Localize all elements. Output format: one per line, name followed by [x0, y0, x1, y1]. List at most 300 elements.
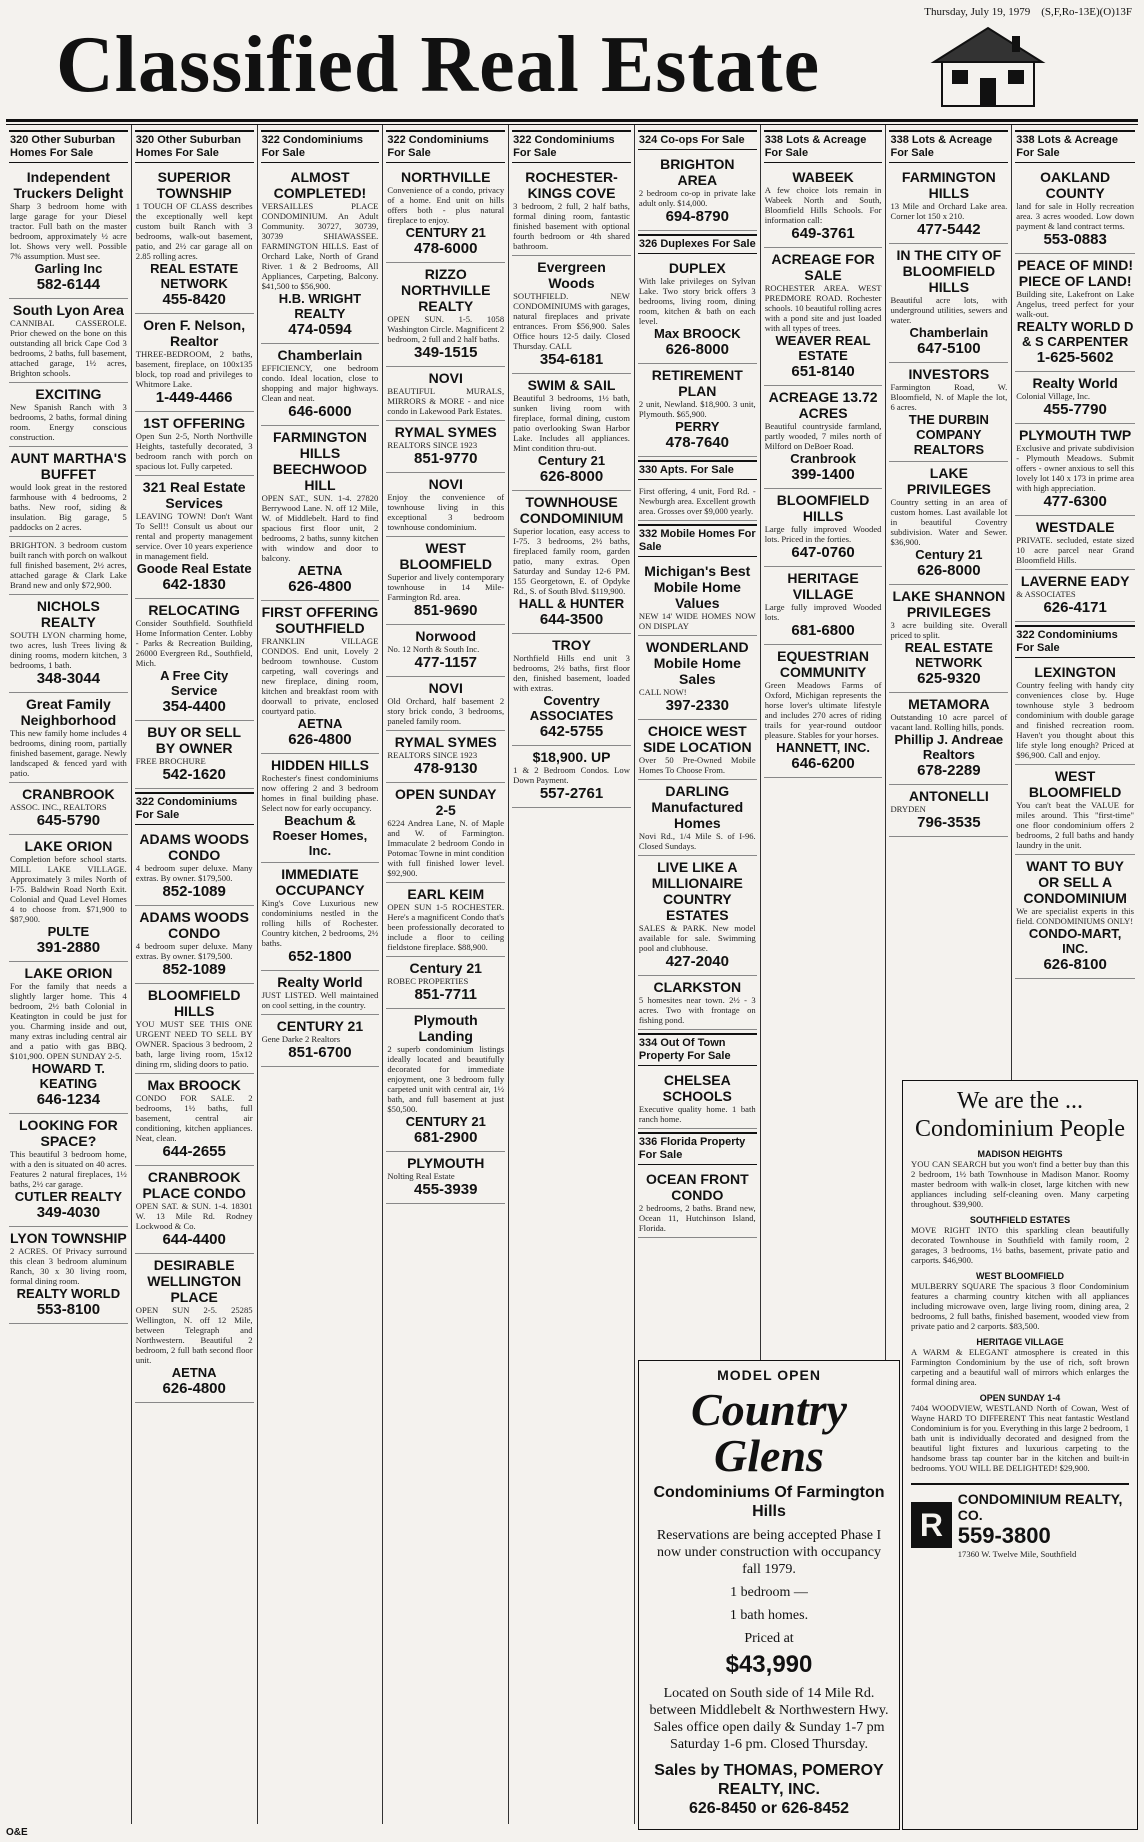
classified-ad — [386, 731, 505, 783]
classified-ad — [386, 957, 505, 1009]
ad-body: ROCHESTER AREA. WEST PREDMORE ROAD. Rochester schools. 10 beautiful rolling acres with a pond site and just loaded with all types of trees. — [764, 283, 882, 333]
ad-body: Beautiful 3 bedrooms, 1½ bath, sunken living room with fireplace, formal dining, custom patio overlooking Swan Harbor Lake. Includes all appliances. Mint condition thru-out. — [513, 393, 630, 453]
ad-headline: DESIRABLE WELLINGTON PLACE — [147, 1257, 242, 1305]
ad-headline: LYON TOWNSHIP — [10, 1230, 127, 1246]
classified-ad — [1015, 166, 1135, 254]
ad-body: BRIGHTON. 3 bedroom custom built ranch with porch on walkout full finished basement, 2½ acres, attached garage & Clark Lake Brand new and only $72,900. — [10, 540, 127, 590]
section-heading: 322 Condominiums For Sale — [386, 130, 505, 163]
section-heading: 332 Mobile Homes For Sale — [638, 524, 757, 557]
ad-headline: CHELSEA SCHOOLS — [662, 1072, 732, 1104]
ad-phone: 399-1400 — [791, 466, 855, 483]
ad-headline: 1ST OFFERING — [143, 415, 246, 431]
ad-firm: AETNA — [297, 716, 343, 731]
ad-headline: RYMAL SYMES — [394, 734, 497, 750]
ad-firm: Century 21 — [537, 453, 606, 468]
ad-body: YOU MUST SEE THIS ONE URGENT NEED TO SELL BY OWNER. Spacious 3 bedroom, 2 bath, large living room, 15x12 dining rm, sliding doors to patio. — [135, 1019, 253, 1069]
ad-headline: Century 21 — [409, 960, 482, 976]
ad-phone: 852-1089 — [162, 883, 226, 900]
ad-body: We are specialist experts in this field. CONDOMINIUMS ONLY! — [1016, 906, 1135, 926]
ad-phone: 397-2330 — [665, 697, 729, 714]
ad-headline: Independent Truckers Delight — [13, 169, 124, 201]
ad-firm: REAL ESTATE NETWORK — [150, 261, 239, 291]
country-glens-sales: Sales by THOMAS, POMEROY REALTY, INC. — [654, 1762, 884, 1798]
dateline — [924, 6, 1132, 18]
classified-ad — [9, 447, 128, 537]
ad-body: Building site, Lakefront on Lake Angelus, treed perfect for your walk-out. — [1016, 289, 1135, 319]
ad-body: 2 bedroom co-op in private lake adult only. $14,000. — [638, 188, 756, 208]
ad-body: 2 superb condominium listings ideally located and beautifully decorated for immediate enjoyment, one 3 bedroom fully carpeted unit with central air, 1½ bath, and full basement at just $50,500. — [387, 1044, 505, 1114]
ad-headline: PLYMOUTH TWP — [1019, 427, 1132, 443]
classified-ad — [512, 491, 631, 634]
model-open-label: MODEL OPEN — [717, 1367, 821, 1383]
condo-people-headline: We are the ... Condominium People — [915, 1088, 1125, 1142]
classified-ad — [512, 746, 631, 808]
ad-headline: SWIM & SAIL — [527, 377, 616, 393]
ad-headline: LAKE SHANNON PRIVILEGES — [892, 588, 1006, 620]
ad-body: REALTORS SINCE 1923 — [387, 750, 478, 760]
section-heading: 322 Condominiums For Sale — [261, 130, 380, 163]
ad-phone: 851-9690 — [414, 602, 478, 619]
ad-body: FREE BROCHURE — [135, 756, 206, 766]
classified-ad — [135, 476, 254, 599]
ad-body: Superior and lively contemporary townhouse in 14 Mile-Farmington Rd. area. — [387, 572, 505, 602]
ad-headline: Chamberlain — [277, 347, 363, 363]
ad-firm: Chamberlain — [909, 325, 989, 340]
ad-phone: 626-4800 — [162, 1380, 226, 1397]
ad-phone: 474-0594 — [288, 321, 352, 338]
ad-phone: 349-4030 — [36, 1204, 101, 1221]
classified-ad — [1015, 254, 1135, 372]
ad-phone: 645-5790 — [36, 812, 101, 829]
ad-body: 5 homesites near town. 2½ - 3 acres. Two with frontage on fishing pond. — [638, 995, 756, 1025]
ad-phone: 646-1234 — [36, 1091, 101, 1108]
classified-ad — [638, 976, 757, 1030]
classified-ad — [764, 248, 883, 386]
classified-ad — [1015, 855, 1135, 979]
classified-ad — [512, 256, 631, 374]
ad-headline: WANT TO BUY OR SELL A CONDOMINIUM — [1023, 858, 1127, 906]
ad-headline: BLOOMFIELD HILLS — [776, 492, 870, 524]
classified-ad — [386, 367, 505, 421]
classified-ad — [261, 344, 380, 426]
ad-headline: CENTURY 21 — [276, 1018, 364, 1034]
condo-sub-5: OPEN SUNDAY 1-4 — [979, 1393, 1061, 1403]
ad-phone: 644-2655 — [162, 1143, 226, 1160]
classified-ad — [889, 363, 1008, 462]
ad-headline: Norwood — [415, 628, 477, 644]
ad-headline: Oren F. Nelson, Realtor — [143, 317, 246, 349]
ad-phone: 796-3535 — [917, 814, 981, 831]
country-glens-price: $43,990 — [725, 1651, 813, 1678]
ad-firm: THE DURBIN COMPANY REALTORS — [908, 412, 989, 457]
classified-column — [132, 125, 258, 1824]
condo-body-1: YOU CAN SEARCH but you won't find a better buy than this 2 bedroom, 1½ bath Townhouse in Madison Manor. Roomy master bedroom with walk-in closet, large kitchen with new appliances including self-cleaning oven. Many carpeting throughout. $39,900. — [911, 1159, 1129, 1209]
classified-ad — [889, 785, 1008, 837]
classified-ad — [386, 537, 505, 625]
ad-headline: NORTHVILLE — [401, 169, 491, 185]
ad-phone: 1-449-4466 — [155, 389, 233, 406]
page-title: Classified Real Estate — [56, 21, 821, 109]
ad-phone: 455-7790 — [1043, 401, 1107, 418]
classified-ad — [386, 1152, 505, 1204]
ad-body: OPEN SAT., SUN. 1-4. 27820 Berrywood Lane. N. off 12 Mile, W. of Middlebelt. Hard to find spacious first floor unit, 2 bedrooms, 2 baths, sunny kitchen with window and door to balcony. — [261, 493, 379, 563]
ad-phone: 478-6000 — [414, 240, 478, 257]
ad-phone: 348-3044 — [36, 670, 101, 687]
ad-phone: 455-8420 — [162, 291, 226, 308]
classified-ad — [135, 1074, 254, 1166]
classified-ad — [386, 421, 505, 473]
classified-ad — [135, 828, 254, 906]
section-heading: 338 Lots & Acreage For Sale — [889, 130, 1008, 163]
ad-body: 1 & 2 Bedroom Condos. Low Down Payment. — [513, 765, 630, 785]
ad-phone: 391-2880 — [36, 939, 101, 956]
ad-body: Outstanding 10 acre parcel of vacant land. Rolling hills, ponds. — [890, 712, 1008, 732]
ad-firm: Beachum & Roeser Homes, Inc. — [272, 813, 368, 858]
ad-firm: H.B. WRIGHT REALTY — [278, 291, 362, 321]
classified-ad — [9, 1227, 128, 1324]
classified-ad — [764, 166, 883, 248]
ad-firm: AETNA — [171, 1365, 217, 1380]
ad-body: REALTORS SINCE 1923 — [387, 440, 478, 450]
ad-body: You can't beat the VALUE for miles around. This "first-time" one floor condominium offers 2 bedrooms, 2 full baths and handy laundry in the unit. — [1016, 800, 1135, 850]
ad-phone: 1-625-5602 — [1036, 349, 1114, 366]
ad-firm: Goode Real Estate — [136, 561, 252, 576]
ad-phone: 646-6200 — [791, 755, 855, 772]
ad-body: This beautiful 3 bedroom home, with a den is situated on 40 acres. Features 2 natural fireplaces, 1½ baths, 2½ car garage. — [10, 1149, 127, 1189]
ad-body: Convenience of a condo, privacy of a home. End unit on hills offers both - plus natural fireplace to enjoy. — [387, 185, 505, 225]
ad-phone: 694-8790 — [665, 208, 729, 225]
ad-firm: HALL & HUNTER — [518, 596, 625, 611]
ad-phone: 642-5755 — [539, 723, 604, 740]
classified-ad — [261, 863, 380, 971]
classified-ad — [764, 489, 883, 567]
ad-body: ASSOC. INC., REALTORS — [10, 802, 107, 812]
ad-body: would look great in the restored farmhouse with 4 bedrooms, 2 baths. New roof, siding & insulation. Big garage, 5 paddocks on 2 acres. — [10, 482, 127, 532]
ad-headline: ROCHESTER-KINGS COVE — [525, 169, 618, 201]
ad-headline: LAKE PRIVILEGES — [906, 465, 991, 497]
ad-phone: 852-1089 — [162, 961, 226, 978]
ad-headline: AUNT MARTHA'S BUFFET — [10, 450, 127, 482]
classified-ad — [512, 166, 631, 256]
ad-phone: 553-8100 — [36, 1301, 101, 1318]
classified-ad — [261, 426, 380, 601]
classified-column — [258, 125, 384, 1824]
ad-headline: ADAMS WOODS CONDO — [139, 909, 249, 941]
ad-headline: South Lyon Area — [12, 302, 124, 318]
section-heading: 338 Lots & Acreage For Sale — [1015, 130, 1135, 163]
ad-body: Novi Rd., 1/4 Mile S. of I-96. Closed Sundays. — [638, 831, 756, 851]
condo-realty-logo-row — [911, 1483, 1129, 1559]
ad-headline: RELOCATING — [148, 602, 240, 618]
ad-phone: 851-7711 — [414, 986, 478, 1003]
classified-ad — [764, 567, 883, 645]
ad-headline: NOVI — [428, 476, 463, 492]
ad-headline: INVESTORS — [908, 366, 990, 382]
ad-headline: Great Family Neighborhood — [20, 696, 117, 728]
classified-ad — [386, 473, 505, 537]
ad-body: Superior location, easy access to I-75. 3 bedrooms, 2½ baths, fireplaced family room, garden patio, many extras. Open Saturday and Sunday 12-6 PM. 155 Georgetown, E. of Opdyke Rd., S. of South Blvd. $119,900. — [513, 526, 630, 596]
ad-body: SALES & PARK. New model available for sale. Swimming pool and clubhouse. — [638, 923, 756, 953]
ad-firm: REALTY WORLD D & S CARPENTER — [1016, 319, 1134, 349]
ad-headline: CRANBROOK — [22, 786, 115, 802]
classified-ad — [135, 412, 254, 476]
ad-headline: BUY OR SELL BY OWNER — [147, 724, 242, 756]
ad-headline: SUPERIOR TOWNSHIP — [156, 169, 232, 201]
ad-firm: Coventry ASSOCIATES — [529, 693, 614, 723]
ad-headline: ANTONELLI — [908, 788, 989, 804]
section-heading: 336 Florida Property For Sale — [638, 1132, 757, 1165]
ad-headline: ACREAGE FOR SALE — [771, 251, 875, 283]
ad-headline: PEACE OF MIND! PIECE OF LAND! — [1017, 257, 1134, 289]
country-glens-headline: Condominiums Of Farmington Hills — [653, 1484, 885, 1520]
classified-ad — [638, 1168, 757, 1238]
ad-body: Green Meadows Farms of Oxford, Michigan represents the horse lover's ultimate lifestyle and includes 270 acres of riding trails for year-round outdoor pleasure. Stables for your horses. — [764, 680, 882, 740]
classified-ad — [9, 166, 128, 299]
ad-headline: OAKLAND COUNTY — [1040, 169, 1111, 201]
ad-body: First offering, 4 unit, Ford Rd. - Newburgh area. Excellent growth area. Grosses over $9,000 yearly. — [638, 486, 756, 516]
ad-headline: OPEN SUNDAY 2-5 — [395, 786, 497, 818]
ad-headline: DUPLEX — [668, 260, 726, 276]
ad-headline: Evergreen Woods — [537, 259, 606, 291]
ad-phone: 644-3500 — [539, 611, 604, 628]
country-glens-unit-1: 1 bedroom — — [730, 1585, 808, 1600]
footer-code: O&E — [6, 1827, 28, 1838]
ad-body: Northfield Hills end unit 3 bedrooms, 2½ baths, first floor den, finished basement, loaded with extras. — [513, 653, 630, 693]
ad-body: THREE-BEDROOM, 2 baths, basement, fireplace, on 100x135 block, top road and privileges to Whitmore Lake. — [135, 349, 253, 389]
ad-firm: HANNETT, INC. — [776, 740, 871, 755]
classified-ad — [638, 636, 757, 720]
ad-headline: WEST BLOOMFIELD — [399, 540, 492, 572]
ad-headline: 321 Real Estate Services — [142, 479, 246, 511]
ad-firm: Century 21 — [915, 547, 983, 562]
ad-body: Completion before school starts. MILL LAKE VILLAGE. Approximately 3 miles North of I-75. Baldwin Road North Exit. Colonial and Quad Level Homes 4 to choose from. $71,900 to $87,900. — [10, 854, 127, 924]
classified-ad — [386, 783, 505, 883]
ad-headline: NICHOLS REALTY — [36, 598, 100, 630]
section-heading: 322 Condominiums For Sale — [512, 130, 631, 163]
ad-phone: 626-4800 — [288, 731, 352, 748]
classified-ad — [261, 601, 380, 754]
ad-body: VERSAILLES PLACE CONDOMINIUM. An Adult Community. 30727, 30739, 30739 SHIAWASSEE. FARMINGTON HILLS. East of Orchard Lake, North of Grand River. 1 & 2 Bedrooms, All Appliances, Carpeting, Balcony. $41,500 to $56,900. — [261, 201, 379, 291]
ad-body: DRYDEN — [890, 804, 926, 814]
ad-body: With lake privileges on Sylvan Lake. Two story brick offers 3 bedrooms, living room, dining room, kitchen & bath on each level. — [638, 276, 756, 326]
ad-body: 2 bedrooms, 2 baths. Brand new, Ocean 11, Hutchinson Island, Florida. — [638, 1203, 756, 1233]
classified-ad — [889, 693, 1008, 785]
ad-phone: 354-6181 — [539, 351, 604, 368]
ad-phone: 649-3761 — [791, 225, 855, 242]
country-glens-text: Reservations are being accepted Phase I now under construction with occupancy fall 1979. — [656, 1528, 882, 1577]
ad-headline: OCEAN FRONT CONDO — [645, 1171, 749, 1203]
classified-ad — [638, 1069, 757, 1129]
ad-headline: HERITAGE VILLAGE — [787, 570, 859, 602]
ad-headline: FARMINGTON HILLS BEECHWOOD HILL — [272, 429, 368, 493]
ad-body: FRANKLIN VILLAGE CONDOS. End unit, Lovely 2 bedroom townhouse. Custom carpeting, wall coverings and new fireplace, dining room, kitchen and breakfast room with doorwall to private, enclosed courtyard patio. — [261, 636, 379, 716]
classified-column — [383, 125, 509, 1824]
ad-headline: LAKE ORION — [24, 838, 113, 854]
ad-headline: PLYMOUTH — [407, 1155, 485, 1171]
ad-headline: EARL KEIM — [407, 886, 485, 902]
classified-ad — [261, 754, 380, 863]
classified-ad — [135, 906, 254, 984]
classified-ad — [135, 314, 254, 412]
country-glens-location: Located on South side of 14 Mile Rd. between Middlebelt & Northwestern Hwy. Sales office open daily & Sunday 1-7 pm Saturday 1-6 pm. Closed Thursday. — [649, 1686, 889, 1752]
ad-headline: ALMOST COMPLETED! — [273, 169, 367, 201]
masthead — [6, 6, 1138, 124]
ad-body: Rochester's finest condominiums now offering 2 and 3 bedroom homes in final building phase. Select now for early occupancy. — [261, 773, 379, 813]
ad-phone: 646-6000 — [288, 403, 352, 420]
classified-ad — [135, 599, 254, 721]
ad-phone: 651-8140 — [791, 363, 855, 380]
ad-body: OPEN SUN. 1-5. 1058 Washington Circle. Magnificent 2 bedroom, 2 full and 2 half baths. — [387, 314, 505, 344]
ad-headline: METAMORA — [908, 696, 990, 712]
ad-phone: 553-0883 — [1043, 231, 1107, 248]
ad-headline: Plymouth Landing — [413, 1012, 478, 1044]
classified-ad — [9, 835, 128, 962]
condo-realty-phone: 559-3800 — [957, 1523, 1051, 1548]
classified-ad — [386, 883, 505, 957]
country-glens-price-label: Priced at — [744, 1631, 794, 1646]
section-heading: 330 Apts. For Sale — [638, 460, 757, 480]
ad-body: LEAVING TOWN! Don't Want To Sell!! Consult us about our rental and property management service. Over 10 years experience in management field. — [135, 511, 253, 561]
ad-phone: 478-9130 — [414, 760, 478, 777]
ad-body: Sharp 3 bedroom home with large garage for your Diesel tractor. Full bath on the master bedroom, approximately ½ acre lot. Shows very well. Possible 7% assumption. Must see. — [10, 201, 127, 261]
classified-ad — [889, 244, 1008, 363]
ad-phone: 349-1515 — [414, 344, 478, 361]
ad-headline: HIDDEN HILLS — [270, 757, 369, 773]
classified-ad — [638, 257, 757, 364]
ad-body: Country setting in an area of custom homes. Last available lot in beautiful Coventry subdivision. Water and Sewer. $36,900. — [890, 497, 1008, 547]
ad-body: Over 50 Pre-Owned Mobile Homes To Choose From. — [638, 755, 756, 775]
ad-phone: 647-0760 — [791, 544, 855, 561]
ad-body: 6224 Andrea Lane, N. of Maple and W. of Farmington. Immaculate 2 bedroom Condo in Potomac Towne in mint condition with full finished lower level. $92,900. — [387, 818, 505, 878]
ad-phone: 455-3939 — [414, 1181, 478, 1198]
ad-body: King's Cove Luxurious new condominiums nestled in the rolling hills of Rochester. Country kitchen, 2 bedrooms, 2½ baths. — [261, 898, 379, 948]
ad-phone: 851-9770 — [414, 450, 478, 467]
classified-ad — [1015, 372, 1135, 424]
ad-phone: 477-1157 — [414, 654, 478, 671]
ad-headline: LAVERNE EADY — [1020, 573, 1130, 589]
ad-firm: Cranbrook — [790, 451, 856, 466]
classified-ad — [638, 364, 757, 457]
classified-column — [6, 125, 132, 1824]
ad-phone: 851-6700 — [288, 1044, 352, 1061]
ad-headline: TROY — [552, 637, 591, 653]
ad-firm: CENTURY 21 — [405, 225, 486, 240]
ad-phone: 678-2289 — [917, 762, 981, 779]
ad-headline: RETIREMENT PLAN — [651, 367, 743, 399]
ad-headline: Realty World — [1032, 375, 1118, 391]
classified-column — [509, 125, 635, 1824]
ad-headline: LIVE LIKE A MILLIONAIRE COUNTRY ESTATES — [651, 859, 743, 923]
condo-body-4: A WARM & ELEGANT atmosphere is created in this Farmington Condominium by the use of rich, soft brown carpeting and a beautiful wall of mirrors which enlarges the formal dining area. — [911, 1347, 1129, 1387]
section-heading: 334 Out Of Town Property For Sale — [638, 1033, 757, 1066]
classified-ad — [638, 483, 757, 521]
ad-body: For the family that needs a slightly larger home. This 4 bedroom, 2½ bath Colonial in Keatington in could be just for you. Charming inside and out, many extras including central air and a patio with gas BBQ. $101,900. OPEN SUNDAY 2-5. — [10, 981, 127, 1061]
classified-ad — [9, 693, 128, 783]
ad-body: ROBEC PROPERTIES — [387, 976, 469, 986]
classified-ad — [9, 299, 128, 383]
ad-phone: 354-4400 — [162, 698, 226, 715]
ad-body: Exclusive and private subdivision - Plymouth Meadows. Submit offers - owner anxious to sell this lovely lot 140 x 173 in prime area with high appreciation. — [1016, 443, 1135, 493]
ad-body: Enjoy the convenience of townhouse living in this exceptional 3 bedroom townhouse condominium. — [387, 492, 505, 532]
ad-body: Large fully improved Wooded lots. — [764, 602, 882, 622]
ad-headline: CLARKSTON — [653, 979, 742, 995]
ad-phone: 644-4400 — [162, 1231, 226, 1248]
condo-sub-2: SOUTHFIELD ESTATES — [969, 1215, 1071, 1225]
ad-body: 3 bedroom, 2 full, 2 half baths, formal dining room, fantastic finished basement with optional fourth bedroom or 4th shared bathroom. — [513, 201, 630, 251]
ad-phone: 557-2761 — [539, 785, 604, 802]
ad-body: SOUTHFIELD. NEW CONDOMINIUMS with garages, natural fireplaces and private entrances. From $56,900. Sales Office hours 12-5 daily. Closed Thursday. CALL — [513, 291, 630, 351]
classified-ad — [261, 971, 380, 1015]
classified-ad — [9, 595, 128, 693]
ad-body: New Spanish Ranch with 3 bedrooms, 2 baths, formal dining room. Energy conscious construction. — [10, 402, 127, 442]
ad-firm: REALTY WORLD — [16, 1286, 121, 1301]
classified-ad — [889, 462, 1008, 585]
country-glens-phones: 626-8450 or 626-8452 — [688, 1800, 850, 1817]
ad-body: land for sale in Holly recreation area. 3 acres wooded. Low down payment & land contract terms. — [1016, 201, 1135, 231]
ad-headline: RYMAL SYMES — [394, 424, 497, 440]
ad-body: 4 bedroom super deluxe. Many extras. By owner. $179,500. — [135, 863, 253, 883]
condo-body-5: 7404 WOODVIEW, WESTLAND North of Cowan, West of Wayne HARD TO DIFFERENT This neat fantastic Westland Condominium is for you. Everything in this large 2 bedroom, 1 bath unit is individually decorated and designed from the beautiful light fixtures and luxurious carpeting to the handsome brass tap counter bar in the kitchen and built-in bedrooms. YOU WILL BE DELIGHTED! $29,900. — [911, 1403, 1129, 1473]
condo-body-3: MULBERRY SQUARE The spacious 3 floor Condominium features a charming country kitchen with all appliances including microwave oven, large living room, dining area, 2 bedrooms, 2 full baths, finished basement, wooded view from private patio and 2 carports. $83,500. — [911, 1281, 1129, 1331]
ad-body: Consider Southfield. Southfield Home Information Center. Lobby - Parks & Recreation Building, 26000 Evergreen Rd., Southfield, Mich. — [135, 618, 253, 668]
ad-headline: FIRST OFFERING SOUTHFIELD — [261, 604, 379, 636]
classified-ad — [135, 166, 254, 314]
edition-code: (S,F,Ro-13E)(O)13F — [1041, 6, 1132, 18]
ad-headline: LEXINGTON — [1034, 664, 1116, 680]
ad-headline: IN THE CITY OF BLOOMFIELD HILLS — [896, 247, 1002, 295]
ad-headline: RIZZO NORTHVILLE REALTY — [401, 266, 491, 314]
condo-realty-address: 17360 W. Twelve Mile, Southfield — [957, 1549, 1077, 1559]
classified-ad — [889, 166, 1008, 244]
ad-phone: 647-5100 — [917, 340, 981, 357]
classified-ad — [889, 585, 1008, 693]
masthead-rule — [6, 119, 1138, 122]
classified-ad — [764, 645, 883, 778]
country-glens-logo: Country Glens — [691, 1384, 847, 1481]
ad-phone: 626-8000 — [665, 341, 729, 358]
ad-body: Beautiful countryside farmland, partly wooded, 7 miles north of Milford on DeBoer Road. — [764, 421, 882, 451]
ad-headline: BLOOMFIELD HILLS — [147, 987, 241, 1019]
condo-body-2: MOVE RIGHT INTO this sparkling clean beautifully decorated Townhouse in Southfield with family room, 2 garages, 3 bedrooms, 1½ baths, basement, private patio and carports. $46,900. — [911, 1225, 1129, 1265]
classified-ad — [386, 1009, 505, 1152]
section-heading: 326 Duplexes For Sale — [638, 234, 757, 254]
ad-phone: 642-1830 — [162, 576, 226, 593]
ad-headline: BRIGHTON AREA — [660, 156, 735, 188]
classified-ad — [1015, 424, 1135, 516]
ad-firm: Max BROOCK — [653, 326, 741, 341]
country-glens-unit-2: 1 bath homes. — [729, 1608, 809, 1623]
ad-body: Country feeling with handy city conveniences close by. Huge townhouse style 3 bedroom condominium with double garage and finished recreation room. Haven't you thought about this life style long enough? Priced at $96,900. Call and enjoy. — [1016, 680, 1135, 760]
ad-headline: Realty World — [277, 974, 363, 990]
classified-ad — [135, 984, 254, 1074]
ad-headline: ADAMS WOODS CONDO — [139, 831, 249, 863]
ad-body: Large fully improved Wooded lots. Priced in the forties. — [764, 524, 882, 544]
ad-body: 4 bedroom super deluxe. Many extras. By owner. $179,500. — [135, 941, 253, 961]
classified-ad — [1015, 570, 1135, 622]
classified-ad — [135, 721, 254, 789]
ad-headline: WONDERLAND Mobile Home Sales — [645, 639, 749, 687]
section-heading: 338 Lots & Acreage For Sale — [764, 130, 883, 163]
classified-ad — [261, 1015, 380, 1067]
classified-ad — [9, 962, 128, 1114]
ad-phone: 681-2900 — [414, 1129, 478, 1146]
ad-body: No. 12 North & South Inc. — [387, 644, 480, 654]
classified-ad — [764, 386, 883, 489]
classified-ad — [9, 783, 128, 835]
ad-headline: WESTDALE — [1035, 519, 1115, 535]
ad-headline: Michigan's Best Mobile Home Values — [644, 563, 751, 611]
ad-body: OPEN SAT. & SUN. 1-4. 18301 W. 13 Mile Rd. Rodney Lockwood & Co. — [135, 1201, 253, 1231]
